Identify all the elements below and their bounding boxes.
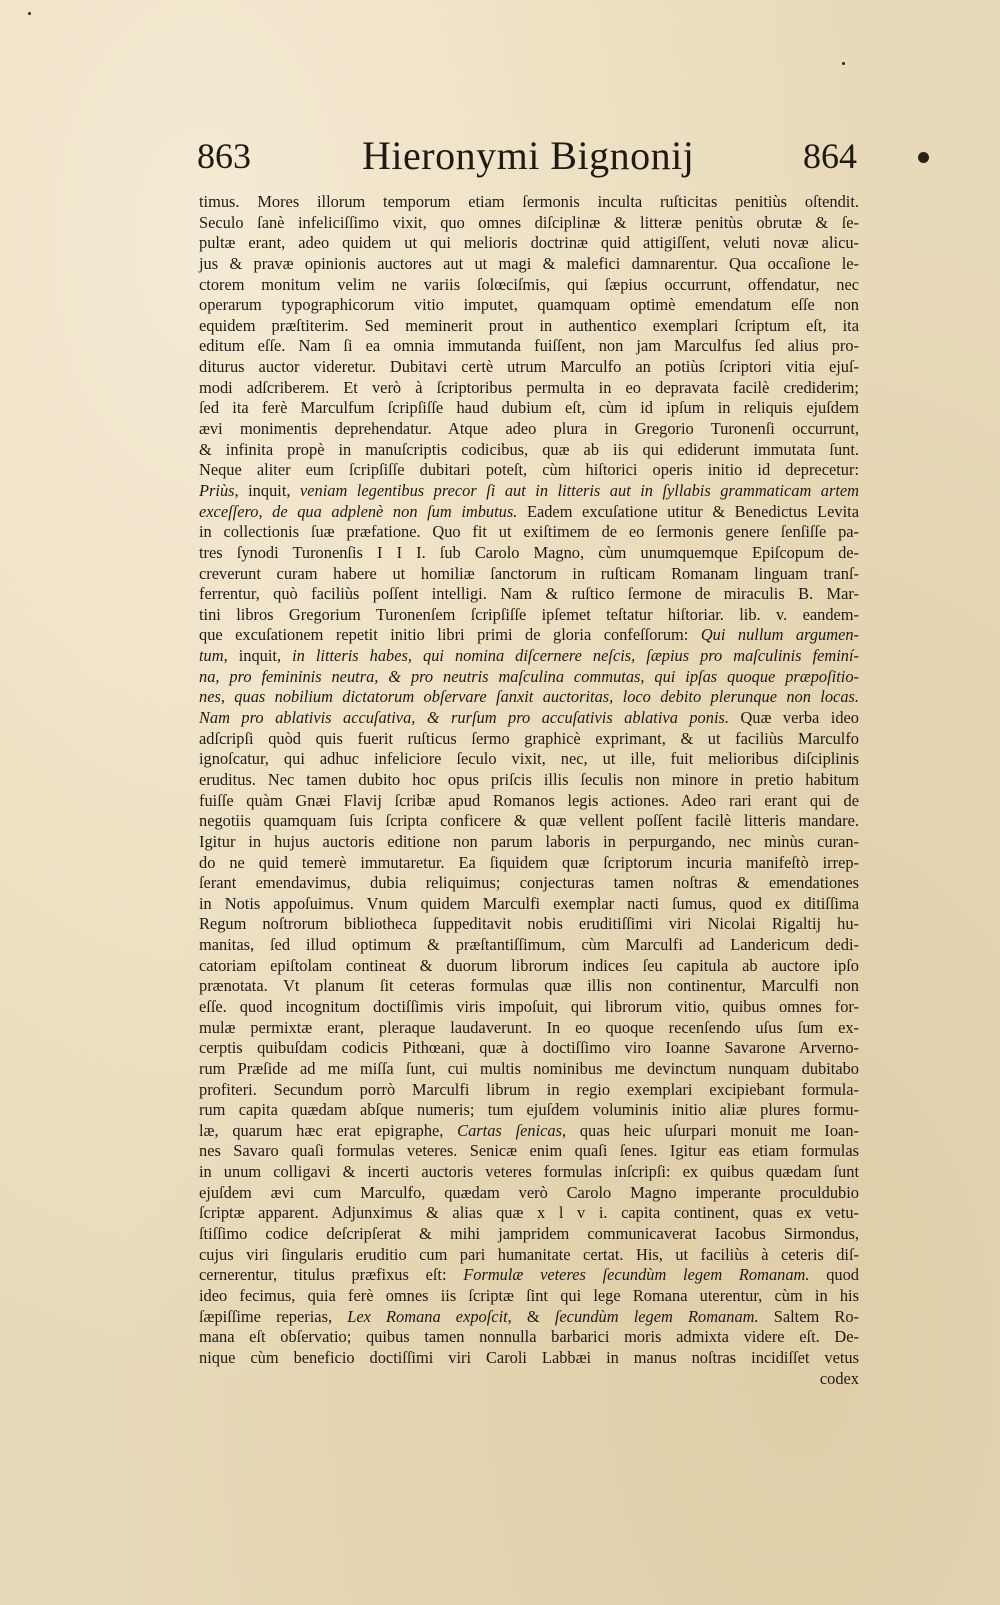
text-line xyxy=(199,1224,859,1245)
line-text: ſæpiſſime reperias, xyxy=(199,1306,348,1326)
line-text: cerptis quibuſdam codicis Pithœani, quæ à doctiſſimo viro Ioanne Savarone Arverno- xyxy=(199,1038,859,1058)
line-text: Seculo ſanè infeliciſſimo vixit, quo omnes diſciplinæ & litteræ penitùs obrutæ & ſe- xyxy=(199,212,859,232)
text-line xyxy=(199,1203,859,1224)
italic-text: veniam legentibus precor ſi aut in litteris aut in ſyllabis grammaticam artem xyxy=(299,480,860,500)
text-line xyxy=(199,460,859,481)
text-line xyxy=(199,1018,859,1039)
line-text: mana eſt obſervatio; quibus tamen nonnulla barbarici moris admixta videre eſt. De- xyxy=(199,1327,859,1347)
line-text: & infinita propè in manuſcriptis codicibus, quæ ab iis qui ediderunt immutata ſunt. xyxy=(199,439,859,459)
text-line xyxy=(199,522,859,543)
line-text: ſerant emendavimus, dubia reliquimus; conjecturas tamen noſtras & emendationes xyxy=(199,873,859,893)
line-text: ideo fecimus, quia ferè omnes iis ſcriptæ ſint qui lege Romana uterentur, cùm in his xyxy=(199,1285,859,1305)
text-line xyxy=(199,749,859,770)
line-text: Igitur in hujus auctoris editione non parum laboris in perpurgando, nec minùs curan- xyxy=(199,831,859,851)
line-text: ignoſcatur, qui adhuc infeliciore ſeculo vixit, nec, ut ille, fuit melioribus diſciplinis xyxy=(199,749,859,769)
text-line xyxy=(199,873,859,894)
italic-text: nes, quas nobilium dictatorum obſervare ſanxit auctoritas, loco debito plerunque non locas. xyxy=(199,687,859,707)
text-line xyxy=(199,357,859,378)
text-line xyxy=(199,378,859,399)
text-line xyxy=(199,811,859,832)
text-line xyxy=(199,440,859,461)
text-line xyxy=(199,1348,859,1369)
line-text: læ, quarum hæc erat epigraphe, xyxy=(199,1120,458,1140)
text-line xyxy=(199,1141,859,1162)
line-text: equidem præſtiterim. Sed meminerit prout in authentico exemplari ſcriptum eſt, ita xyxy=(199,315,859,335)
text-line xyxy=(199,233,859,254)
line-text: editum eſſe. Nam ſi ea omnia immutanda fuiſſent, non jam Marculfus ſed alius pro- xyxy=(199,336,859,356)
text-line xyxy=(199,997,859,1018)
line-text: rum capita quædam abſque numeris; tum ejuſdem voluminis initio aliæ plures formu- xyxy=(199,1100,859,1120)
text-line xyxy=(199,1038,859,1059)
line-text: Saltem Ro- xyxy=(758,1306,859,1326)
line-text: eſſe. quod incognitum doctiſſimis viris impoſuit, qui librorum vitio, quibus omnes for- xyxy=(199,996,859,1016)
text-line xyxy=(199,1080,859,1101)
line-text: timus. Mores illorum temporum etiam ſermonis inculta ruſticitas penitiùs oſtendit. xyxy=(199,192,859,211)
text-line xyxy=(199,481,859,502)
text-line xyxy=(199,1183,859,1204)
line-text: profiteri. Secundum porrò Marculfi librum in regio exemplari excipiebant formula- xyxy=(199,1079,859,1099)
italic-text: Lex Romana expoſcit, xyxy=(347,1306,512,1326)
line-text: Eadem excuſatione utitur & Benedictus Levita xyxy=(517,501,859,521)
text-line xyxy=(199,213,859,234)
text-line xyxy=(199,192,859,213)
line-text: in collectionis ſuæ præfatione. Quo fit ut exiſtimem de eo ſermonis genere ſenſiſſe pa- xyxy=(199,522,859,542)
italic-text: Qui nullum argumen- xyxy=(700,625,859,645)
text-line xyxy=(199,687,859,708)
line-text: pultæ erant, adeo quidem ut qui melioris doctrinæ quid attigiſſent, veluti novæ alicu- xyxy=(199,233,859,253)
line-text: negotiis quamquam ſuis ſcripta conficere & quæ vellent poſſent facilè litteris mandare. xyxy=(199,811,859,831)
italic-text: tum xyxy=(199,646,224,666)
page-number-left: 863 xyxy=(197,136,251,176)
text-line xyxy=(199,1162,859,1183)
text-line xyxy=(199,708,859,729)
text-line xyxy=(199,275,859,296)
line-text: fuiſſe quàm Gnæi Flavij ſcribæ apud Romanos legis actiones. Adeo rari erant qui de xyxy=(199,790,859,810)
catchword: codex xyxy=(819,1368,859,1388)
text-line xyxy=(199,729,859,750)
italic-text: Nam pro ablativis accuſativa, & rurſum pro accuſativis ablativa ponis. xyxy=(199,708,729,728)
text-line xyxy=(199,336,859,357)
line-text: cujus viri ſingularis eruditio cum pari humanitate certat. His, ut faciliùs à ceteris diſ- xyxy=(199,1244,859,1264)
line-text: quod xyxy=(809,1265,859,1285)
text-line xyxy=(199,254,859,275)
text-line xyxy=(199,398,859,419)
line-text: nique cùm beneficio doctiſſimi viri Caroli Labbæi in manus noſtras incidiſſet vetus xyxy=(199,1347,859,1367)
line-text: rum Præſide ad me miſſa ſunt, cui multis nominibus me devinctum nunquam dubitabo xyxy=(199,1058,859,1078)
text-line xyxy=(199,832,859,853)
italic-text: exceſſero, de qua adplenè non ſum imbutus. xyxy=(199,501,518,521)
line-text: do ne quid temerè immutaretur. Ea ſiquidem quæ ſcriptorum incuria manifeſtò irrep- xyxy=(199,852,859,872)
text-line xyxy=(199,419,859,440)
body-text xyxy=(199,192,859,1392)
running-header xyxy=(197,132,857,188)
line-text: adſcripſi quòd quis fuerit ruſticus ſermo graphicè exprimant, & ut faciliùs Marculfo xyxy=(199,728,859,748)
text-line xyxy=(199,770,859,791)
line-text: creverunt curam habere ut homiliæ ſanctorum in ruſticam Romanam linguam tranſ- xyxy=(199,563,859,583)
line-text: ctorem monitum velim ne variis ſolœciſmis, qui ſæpius occurrunt, offendatur, nec xyxy=(199,274,859,294)
line-text: & xyxy=(511,1306,555,1326)
text-line xyxy=(199,1265,859,1286)
text-line xyxy=(199,853,859,874)
line-text: cernerentur, titulus præfixus eſt: xyxy=(199,1265,464,1285)
line-text: eruditus. Nec tamen dubito hoc opus priſcis illis ſeculis non minore in pretio habitum xyxy=(199,769,859,789)
line-text: ferrentur, quò faciliùs poſſent intelligi. Nam & ruſtico ſermone de miraculis B. Mar- xyxy=(199,584,859,604)
text-line xyxy=(199,584,859,605)
page-number-right: 864 xyxy=(803,136,857,176)
line-text: tini libros Gregorium Turonenſem ſcripſiſſe ipſemet teſtatur hiſtoriar. lib. v. eandem- xyxy=(199,604,859,624)
line-text: que excuſationem repetit initio libri primi de gloria confeſſorum: xyxy=(199,625,701,645)
ink-speck xyxy=(842,62,845,65)
italic-text: Cartas ſenicas xyxy=(457,1120,562,1140)
line-text: jus & pravæ opinionis auctores aut ut magi & malefici damnarentur. Qua occaſione le- xyxy=(199,253,859,273)
line-text: , inquit, xyxy=(223,646,293,666)
italic-text: ſecundùm legem Romanam. xyxy=(554,1306,759,1326)
text-line xyxy=(199,791,859,812)
text-line xyxy=(199,646,859,667)
line-text: Quæ verba ideo xyxy=(728,708,859,728)
line-text: diturus auctor videretur. Dubitavi certè utrum Marculfo an potiùs ſcriptori vitia ejuſ- xyxy=(199,357,859,377)
line-text: ejuſdem ævi cum Marculfo, quædam verò Carolo Magno imperante proculdubio xyxy=(199,1182,859,1202)
text-line xyxy=(199,564,859,585)
line-text: nes Savaro quaſi formulas veteres. Senicæ enim quaſi ſenes. Igitur eas etiam formulas xyxy=(199,1141,859,1161)
line-text: modi adſcriberem. Et verò à ſcriptoribus permulta in eo depravata facilè crediderim; xyxy=(199,377,859,397)
italic-text: in litteris habes, qui nomina diſcernere neſcis, ſæpius pro maſculinis feminí- xyxy=(292,646,860,666)
line-text: Regum noſtrorum bibliotheca ſuppeditavit nobis eruditiſſimi viri Nicolai Rigaltij hu- xyxy=(199,914,859,934)
ink-speck xyxy=(28,12,31,15)
italic-text: Formulæ veteres ſecundùm legem Romanam. xyxy=(463,1265,810,1285)
text-line xyxy=(199,1059,859,1080)
text-line xyxy=(199,625,859,646)
text-line xyxy=(199,667,859,688)
text-line xyxy=(199,1286,859,1307)
text-line xyxy=(199,316,859,337)
line-text: tres ſynodi Turonenſis I I I. ſub Carolo Magno, cùm unumquemque Epiſcopum de- xyxy=(199,542,859,562)
text-line xyxy=(199,914,859,935)
line-text: in unum colligavi & incerti auctoris veteres formulas inſcripſi: ex quibus quædam ſunt xyxy=(199,1162,859,1182)
text-line xyxy=(199,976,859,997)
line-text: in Notis appoſuimus. Vnum quidem Marculfi exemplar nacti ſumus, quod ex ditiſſima xyxy=(199,893,859,913)
text-line xyxy=(199,1121,859,1142)
ink-spot xyxy=(918,152,929,163)
line-text: , inquit, xyxy=(234,480,300,500)
line-text: , quas heic uſurpari monuit me Ioan- xyxy=(562,1120,859,1140)
text-line xyxy=(199,605,859,626)
text-line xyxy=(199,543,859,564)
text-line xyxy=(199,956,859,977)
line-text: manitas, ſed illud optimum & præſtantiſſimum, cùm Marculfi ad Landericum dedi- xyxy=(199,935,859,955)
line-text: prænotata. Vt planum ſit ceteras formulas quæ illis non continentur, Marculfi non xyxy=(199,976,859,996)
italic-text: na, pro femininis neutra, & pro neutris maſculina commutas, qui ipſas quoque præpoſitio- xyxy=(199,666,859,686)
italic-text: Priùs xyxy=(199,480,235,500)
line-text: catoriam epiſtolam contineat & duorum librorum indices ſeu capitula ab auctore ipſo xyxy=(199,955,859,975)
text-line xyxy=(199,1307,859,1328)
text-line xyxy=(199,295,859,316)
text-line xyxy=(199,894,859,915)
line-text: Neque aliter eum ſcripſiſſe dubitari poteſt, cùm hiſtorici operis initio id deprecetur: xyxy=(199,460,859,480)
text-line xyxy=(199,502,859,523)
line-text: ſtiſſimo codice deſcripſerat & mihi jampridem communicaverat Iacobus Sirmondus, xyxy=(199,1224,859,1244)
line-text: ſed ita ferè Marculfum ſcripſiſſe haud dubium eſt, cùm id ipſum in reliquis ejuſdem xyxy=(199,398,859,418)
text-line xyxy=(199,1245,859,1266)
line-text: ſcriptæ apparent. Adjunximus & alias quæ x l v i. capita continent, quas ex vetu- xyxy=(199,1203,859,1223)
running-title: Hieronymi Bignonij xyxy=(362,133,695,178)
line-text: mulæ permixtæ erant, pleraque laudaverunt. In eo quoque recenſendo uſus ſum ex- xyxy=(199,1017,859,1037)
text-line xyxy=(199,1327,859,1348)
line-text: operarum typographicorum vitio imputet, quamquam optimè emendatum eſſe non xyxy=(199,295,859,315)
line-text: ævi monimentis deprehendatur. Atque adeo plura in Gregorio Turonenſi occurrunt, xyxy=(199,419,859,439)
text-line xyxy=(199,935,859,956)
text-line xyxy=(199,1100,859,1121)
